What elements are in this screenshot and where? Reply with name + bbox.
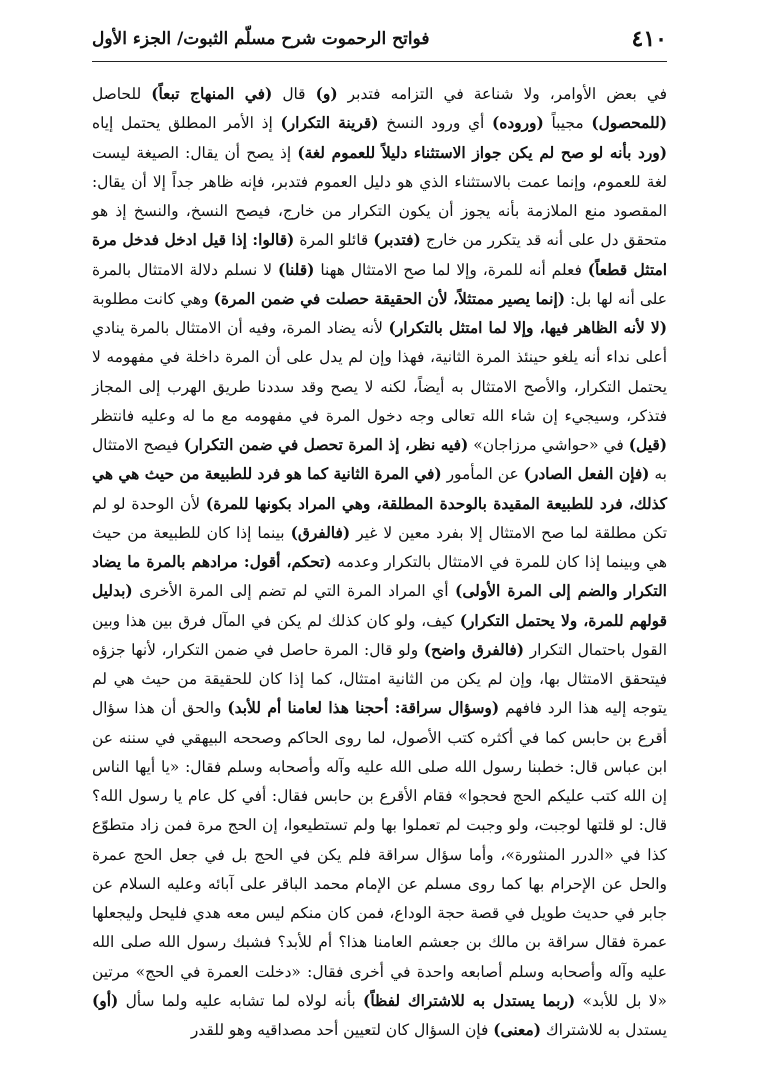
text-run: في بعض الأوامر، ولا شناعة في التزامه فتدبر [347,85,668,103]
bold-run: (ورد بأنه لو صح لم يكن جواز الاستثناء دليلاً للعموم لغة) [297,143,667,162]
bold-run: (و) [315,85,338,103]
page-header [92,22,667,56]
bold-run: (معنى) [493,1021,541,1039]
bold-run: (وروده) [491,114,544,133]
text-run: لا نسلم دلالة الامتثال بالمرة على أنه لها بل: [92,260,667,308]
bold-run: (للمحصول) [591,114,667,133]
bold-run: (أو) [92,991,119,1010]
text-run: قائلو المرة [299,231,369,250]
bold-run: (لا لأنه الظاهر فيها، وإلا لما امتثل بالتكرار) [388,319,667,337]
text-run: لأنه يضاد المرة، وفيه أن الامتثال بالمرة ينادي أعلى نداء أنه يلغو حينئذ المرة الثانية، فهذا وإن لم يدل على أن المرة داخلة في مفهومه لا يحتمل التكرار، والأصح الامتثال به أيضاً، لكنه لا يصح وقد سددنا طريق الهرب إلى المجاز فتذكر، وسيجيء إن شاء الله تعالى وجه دخول المرة في مفهومه مع ما له وعليه فانتظر [92,319,667,425]
header-divider [92,61,667,62]
bold-run: (في المنهاج تبعاً) [151,85,273,103]
bold-run: (تحكم، أقول: مرادهم بالمرة ما يضاد التكرار والضم إلى المرة الأولى) [92,553,667,601]
text-run: والحق أن هذا سؤال أقرع بن حابس كما في أكثره كتب الأصول، لما روى الحاكم وصححه البيهقي في سننه عن ابن عباس قال: خطبنا رسول الله صلى الله عليه وآله وأصحابه وسلم فقال: «يا أيها الناس إن الله كتب عليكم الحج فحجوا» فقام الأقرع بن حابس فقال: أفي كل عام يا رسول الله؟ قال: لو قلتها لوجبت، ولو وجبت لم تعملوا بها ولم تستطيعوا، إن الحج مرة فمن زاد متطوّع كذا في «الدرر المنثورة»، وأما سؤال سراقة فلم يكن في الحج بل في جعل الحج عمرة والحل عن الإحرام بها كما روى مسلم عن الإمام محمد الباقر على آبائه وعليه السلام عن جابر في حديث طويل في قصة حجة الوداع، فمن كان منكم ليس معه هدي فليحل وليجعلها عمرة فقال سراقة بن مالك بن جعشم العامنا هذا؟ أم للأبد؟ فشبك رسول الله صلى الله عليه وآله وأصحابه وسلم أصابعه واحدة في أخرى فقال: «دخلت العمرة في الحج» مرتين «لا بل للأبد» [92,699,667,1010]
bold-run: (فيه نظر، إذ المرة تحصل في ضمن التكرار) [183,436,469,454]
bold-run: (إنما يصير ممتثلاً، لأن الحقيقة حصلت في ضمن المرة) [213,289,566,308]
page-number: ٤١٠ [631,26,667,52]
text-run: يستدل به للاشتراك [545,1021,667,1039]
text-run: فيصح الامتثال به [92,436,667,484]
bold-run: (ربما يستدل به للاشتراك لفظاً) [363,991,576,1010]
text-run: بأنه لولاه لما تشابه عليه ولما سأل [125,991,356,1010]
text-run: إذ يصح أن يقال: الصيغة ليست لغة للعموم، وإنما عمت بالاستثناء الذي هو دليل العموم فتدبر، فإنه ظاهر جداً إلا أن يقال: المقصود منع الملازمة بأنه يجوز أن يكون التكرار من خارج، فيصح النسخ، والنسخ إذ هو متحقق دل على أنه قد يتكرر من خارج [92,143,667,250]
text-run: لأن الوحدة لو لم تكن مطلقة لما صح الامتثال إلا بفرد معين لا غير [92,494,667,542]
bold-run: (قرينة التكرار) [280,114,379,133]
bold-run: (بدليل قولهم للمرة، ولا يحتمل التكرار) [92,582,667,630]
text-run: ولو قال: المرة حاصل في ضمن التكرار، لأنها جزؤه فيتحقق الامتثال بها، وإن لم يكن من الثانية امتثال، كما إذا كان للحقيقة من حيث هي لم يتوجه إليه هذا الرد فافهم [92,640,667,718]
text-run: أي المراد المرة التي لم تضم إلى المرة الأخرى [139,582,449,601]
text-run: للحاصل [92,85,142,103]
bold-run: (قيل) [628,436,667,454]
text-run: فعلم أنه للمرة، وإلا لما صح الامتثال ههنا [320,260,582,279]
running-title: فواتح الرحموت شرح مسلّم الثبوت/ الجزء الأول [92,29,430,49]
bold-run: (فتدبر) [373,231,421,250]
text-run: كيف، ولو كان كذلك لم يكن في المآل فرق بين هذا وبين القول باحتمال التكرار [92,611,667,659]
bold-run: (وسؤال سراقة: أحجنا هذا لعامنا أم للأبد) [227,699,500,718]
bold-run: (قالوا: إذا قيل ادخل فدخل مرة امتثل قطعاً) [92,231,667,279]
text-run: عن المأمور [446,465,519,484]
text-run: قال [282,85,306,103]
bold-run: (قلنا) [278,260,315,279]
text-run: إذ الأمر المطلق يحتمل إياه [92,114,273,133]
text-run: وهي كانت مطلوبة [92,289,209,308]
bold-run: (في المرة الثانية كما هو فرد للطبيعة من حيث هي هي كذلك، فرد للطبيعة المقيدة بالوحدة المطلقة، وهي المراد بكونها للمرة) [92,465,667,513]
text-run: مجيباً [551,114,584,133]
body-text [92,80,667,1045]
bold-run: (فالفرق واضح) [423,640,525,659]
bold-run: (فإن الفعل الصادر) [523,465,650,484]
bold-run: (فالفرق) [290,523,351,542]
text-run: في «حواشي مرزاجان» [473,436,624,454]
text-run: فإن السؤال كان لتعيين أحد مصداقيه وهو للقدر [190,1021,489,1039]
text-run: بينما إذا كان للطبيعة من حيث هي وبينما إذا كان للمرة في الامتثال بالتكرار وعدمه [92,523,667,571]
text-run: أي ورود النسخ [386,114,485,133]
